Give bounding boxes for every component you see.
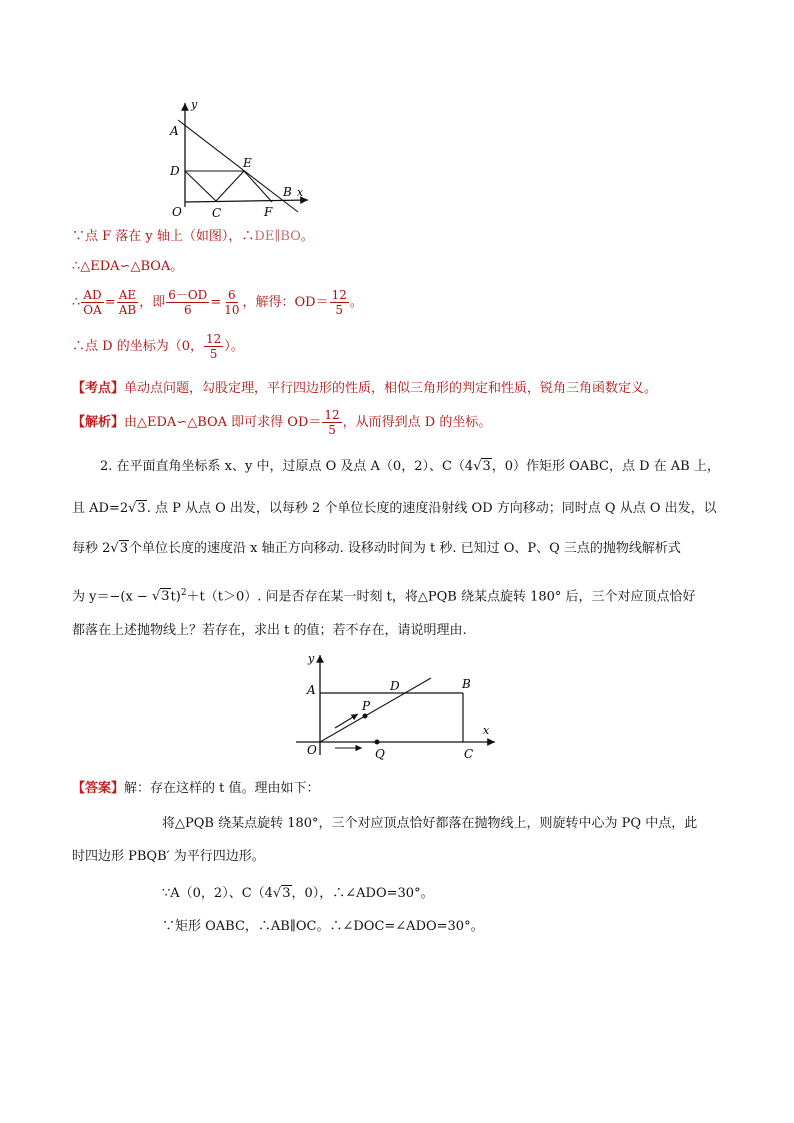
frac-num: 6 <box>228 288 236 302</box>
fig2-label-C: C <box>464 747 474 761</box>
fig2-label-B: B <box>462 677 471 691</box>
fig1-label-B: B <box>283 185 292 199</box>
frac-num: 12 <box>205 332 222 346</box>
sol1-line4 <box>72 332 244 361</box>
answer-line2: 将△PQB 绕某点旋转 180°，三个对应顶点恰好都落在抛物线上，则旋转中心为 PQ 中点，此 <box>162 816 698 831</box>
equals-sign: = <box>210 294 222 310</box>
fig1-label-D: D <box>170 164 180 178</box>
sol1-line1-end: 。 <box>300 229 314 244</box>
figure-1 <box>160 95 320 225</box>
q2-line4-t: t) <box>170 589 181 605</box>
q2-line1-a: 2. 在平面直角坐标系 x、y 中，过原点 O 及点 A（0，2）、C（4 <box>100 459 474 474</box>
sqrt-icon: √ <box>128 501 137 516</box>
equals-sign: = <box>104 294 116 310</box>
frac-num: 12 <box>324 408 340 422</box>
fig2-ray-OD <box>320 678 431 742</box>
exponent-2: 2 <box>180 588 187 598</box>
kaodian-tag: 【考点】 <box>72 381 125 396</box>
sqrt-icon: √ <box>110 541 119 556</box>
frac-12-5-coord <box>204 332 223 361</box>
frac-ad-oa <box>81 288 104 317</box>
fig2-label-O: O <box>307 743 317 757</box>
fig2-point-P <box>363 714 368 719</box>
answer-line4-a: ∵A（0，2）、C（4 <box>162 886 273 901</box>
frac-ae-ab <box>117 288 138 317</box>
frac-den: 10 <box>224 303 240 317</box>
fig1-label-A: A <box>170 124 179 138</box>
sqrt-icon: √ <box>473 459 482 474</box>
sqrt-radicand: 3 <box>161 589 170 605</box>
frac-den: 5 <box>328 423 336 437</box>
q2-line3 <box>72 540 681 558</box>
sol1-line2: ∴△EDA∽△BOA。 <box>72 259 184 274</box>
fig1-label-E: E <box>243 156 252 170</box>
answer-line1-text: 解：存在这样的 t 值。理由如下： <box>124 781 320 796</box>
jiexi-post: ，从而得到点 D 的坐标。 <box>342 414 492 430</box>
q2-line1-b: ，0）作矩形 OABC，点 D 在 AB 上， <box>491 459 720 474</box>
figure-2 <box>290 650 510 765</box>
sol1-line3 <box>72 288 363 317</box>
frac-den: OA <box>83 303 102 317</box>
sqrt-radicand: 3 <box>137 501 146 516</box>
fig2-point-Q <box>375 740 380 745</box>
q2-line2-a: 且 AD=2 <box>72 501 129 516</box>
q2-line5: 都落在上述抛物线上？若存在，求出 t 的值；若不存在，请说明理由. <box>72 623 467 638</box>
q2-line2-b: . 点 P 从点 O 出发，以每秒 2 个单位长度的速度沿射线 OD 方向移动；同时点 Q 从点 O 出发，以 <box>146 501 717 516</box>
frac-6od-6 <box>166 288 209 317</box>
frac-12-5 <box>330 288 349 317</box>
fig2-label-A: A <box>307 683 316 697</box>
q2-line1 <box>100 458 720 476</box>
fig1-seg-DC <box>185 171 216 201</box>
sqrt-radicand: 3 <box>282 886 291 901</box>
q2-line4-a: 为 y＝−(x − <box>72 589 152 605</box>
fig2-arrow-P <box>335 714 358 728</box>
q2-line4-b: ＋t（t＞0）. 问是否存在某一时刻 t，将△PQB 绕某点旋转 180° 后，三个对应顶点恰好 <box>186 589 696 605</box>
sol1-line3-mid: ，即 <box>139 294 166 310</box>
fig1-label-C: C <box>212 206 222 220</box>
sol1-line4-text: ∴点 D 的坐标为（0， <box>72 338 203 354</box>
fig1-seg-EF <box>244 171 272 202</box>
frac-12-5-jiexi <box>322 408 341 437</box>
sqrt-radicand: 3 <box>482 459 491 474</box>
sol1-line4-end: ）。 <box>224 338 244 354</box>
fig1-x-axis <box>185 200 308 202</box>
therefore-symbol: ∴ <box>72 294 81 310</box>
answer-line4-b: ，0），∴∠ADO=30°。 <box>291 886 434 901</box>
fig1-label-F: F <box>264 205 273 219</box>
fig1-label-O: O <box>172 205 182 219</box>
fig2-label-P: P <box>362 699 371 713</box>
fig2-label-D: D <box>390 679 400 693</box>
fig2-label-Q: Q <box>375 747 385 761</box>
fig1-label-x: x <box>297 186 304 199</box>
fig1-seg-CE <box>216 171 244 201</box>
sol1-line1 <box>72 228 314 246</box>
answer-line1 <box>72 780 320 798</box>
sqrt-3 <box>273 885 292 903</box>
sqrt-icon: √ <box>272 886 282 901</box>
q2-line2 <box>72 500 717 518</box>
q2-line3-a: 每秒 2 <box>72 541 111 556</box>
q2-line4 <box>72 584 696 606</box>
sol1-line1-text: ∵点 F 落在 y 轴上（如图），∴ <box>72 229 255 244</box>
fig2-label-x: x <box>483 724 490 737</box>
answer-line3: 时四边形 PBQB′ 为平行四边形。 <box>72 849 265 864</box>
answer-line4 <box>162 885 434 903</box>
fig1-line-AB <box>178 120 298 212</box>
jiexi-text: 由△EDA∽△BOA 即可求得 OD＝ <box>124 414 322 430</box>
frac-num: 6－OD <box>168 288 208 302</box>
fig1-label-y: y <box>191 98 198 111</box>
sol1-line3-end: 。 <box>349 294 363 310</box>
jiexi-tag: 【解析】 <box>72 414 125 430</box>
sqrt-radicand: 3 <box>119 541 128 556</box>
q2-line3-b: 个单位长度的速度沿 x 轴正方向移动. 设移动时间为 t 秒. 已知过 O、P、Q 三点的抛物线解析式 <box>128 541 681 556</box>
kaodian-text: 单动点问题，勾股定理，平行四边形的性质，相似三角形的判定和性质，锐角三角函数定义。 <box>124 381 658 396</box>
sqrt-3 <box>128 500 147 518</box>
frac-num: 12 <box>331 288 347 302</box>
sqrt-3 <box>110 540 129 558</box>
sqrt-3 <box>152 588 171 606</box>
frac-num: AE <box>118 288 137 302</box>
answer-tag: 【答案】 <box>72 781 125 796</box>
fig2-label-y: y <box>308 652 315 665</box>
jiexi-line <box>72 408 491 437</box>
frac-den: AB <box>118 303 137 317</box>
answer-line5: ∵矩形 OABC，∴AB∥OC。∴∠DOC=∠ADO=30°。 <box>162 919 484 934</box>
frac-num: AD <box>83 288 102 302</box>
sqrt-3 <box>473 458 492 476</box>
sol1-line1-de-bo: DE∥BO <box>254 229 301 244</box>
sol1-line3-solve: ，解得：OD＝ <box>242 294 329 310</box>
frac-den: 6 <box>183 303 192 317</box>
sqrt-icon: √ <box>151 589 161 605</box>
frac-den: 5 <box>209 347 218 361</box>
frac-6-10 <box>222 288 241 317</box>
kaodian-line <box>72 380 657 398</box>
frac-den: 5 <box>335 303 344 317</box>
